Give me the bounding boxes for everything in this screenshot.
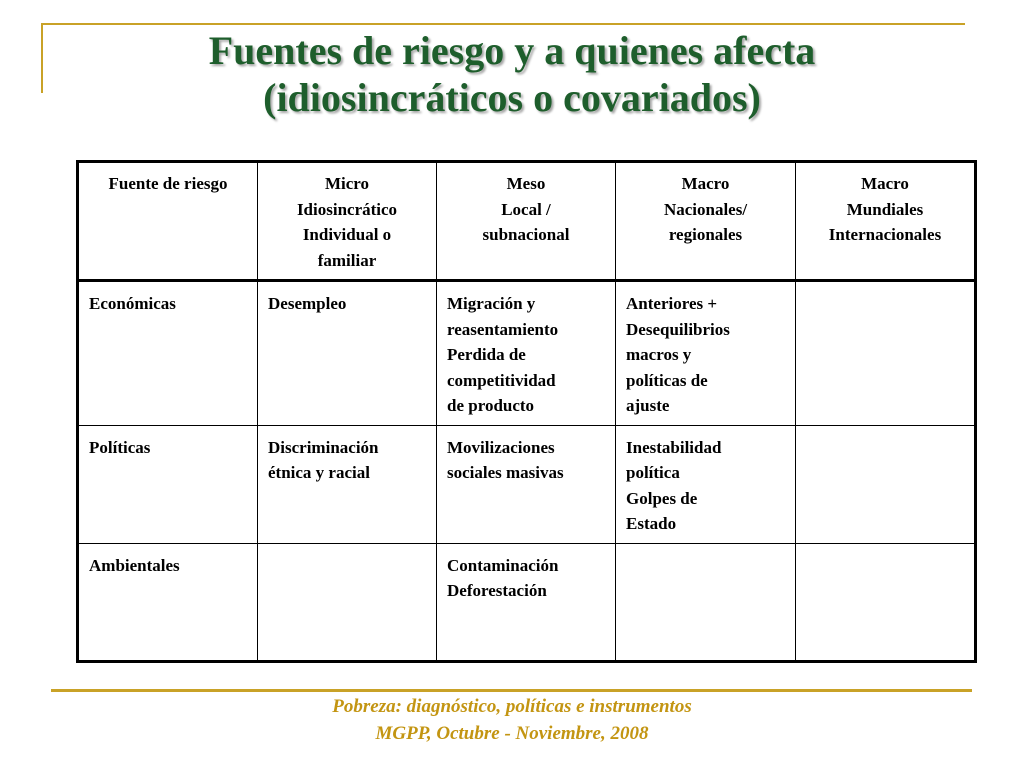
header-cell-meso xyxy=(437,162,616,281)
table-row xyxy=(78,543,976,661)
header-text: Nacionales/ xyxy=(663,199,748,219)
cell-text: Migración y xyxy=(447,294,536,313)
risk-sources-table xyxy=(76,160,977,663)
header-text: Idiosincrático xyxy=(296,199,398,219)
cell-text: Perdida de xyxy=(447,345,526,364)
row-source-cell xyxy=(78,281,258,426)
cell-text: Inestabilidad xyxy=(626,437,722,457)
footer-line-2: MGPP, Octubre - Noviembre, 2008 xyxy=(375,723,649,744)
cell-text: Golpes de xyxy=(626,488,698,508)
footer-line-1: Pobreza: diagnóstico, políticas e instrumentos xyxy=(332,696,692,717)
cell-text: ajuste xyxy=(626,396,670,415)
slide-title-line-2: (idiosincráticos o covariados) xyxy=(263,75,761,120)
macro-nacional-cell xyxy=(616,281,796,426)
cell-text: competitividad xyxy=(447,370,556,390)
header-text: Macro xyxy=(681,174,730,193)
cell-text: Movilizaciones xyxy=(447,437,555,457)
cell-text: Desempleo xyxy=(268,294,347,313)
header-cell-macro-nacional xyxy=(616,162,796,281)
header-text: familiar xyxy=(317,250,377,270)
cell-text: macros y xyxy=(626,345,692,364)
macro-nacional-cell xyxy=(616,543,796,661)
cell-text: sociales masivas xyxy=(447,463,564,482)
header-text: Macro xyxy=(861,174,909,193)
cell-text: Estado xyxy=(626,514,677,533)
meso-cell xyxy=(437,425,616,543)
header-cell-micro xyxy=(258,162,437,281)
cell-text: Anteriores + xyxy=(626,294,718,313)
bottom-decorative-rule xyxy=(51,689,972,692)
macro-mundial-cell xyxy=(796,281,976,426)
cell-text: Desequilibrios xyxy=(626,319,730,339)
cell-text: reasentamiento xyxy=(447,319,559,339)
micro-cell xyxy=(258,543,437,661)
slide-footer xyxy=(60,693,964,747)
top-decorative-rule xyxy=(43,23,965,25)
macro-mundial-cell xyxy=(796,543,976,661)
slide-title xyxy=(60,27,964,121)
micro-cell xyxy=(258,425,437,543)
row-source-cell xyxy=(78,425,258,543)
header-text: Internacionales xyxy=(828,225,942,244)
table-header-row xyxy=(78,162,976,281)
row-source-cell xyxy=(78,543,258,661)
cell-text: política xyxy=(626,463,680,482)
header-text: subnacional xyxy=(482,225,570,244)
meso-cell xyxy=(437,281,616,426)
cell-text: Políticas xyxy=(89,437,151,457)
cell-text: étnica y racial xyxy=(268,463,370,482)
cell-text: Deforestación xyxy=(447,581,547,600)
header-cell-macro-mundial xyxy=(796,162,976,281)
table-row xyxy=(78,425,976,543)
micro-cell xyxy=(258,281,437,426)
header-text: Fuente de riesgo xyxy=(108,174,228,193)
cell-text: Ambientales xyxy=(89,555,180,575)
header-text: regionales xyxy=(668,225,743,244)
header-text: Local / xyxy=(501,199,551,219)
header-text: Individual o xyxy=(302,225,392,244)
table-row xyxy=(78,281,976,426)
cell-text: Discriminación xyxy=(268,437,379,457)
macro-mundial-cell xyxy=(796,425,976,543)
slide-title-line-1: Fuentes de riesgo y a quienes afecta xyxy=(208,28,816,73)
left-decorative-rule xyxy=(41,23,43,93)
macro-nacional-cell xyxy=(616,425,796,543)
header-text: Micro xyxy=(324,174,370,193)
cell-text: Económicas xyxy=(89,294,176,313)
header-text: Meso xyxy=(506,174,546,193)
cell-text: políticas de xyxy=(626,370,708,390)
cell-text: Contaminación xyxy=(447,555,559,575)
meso-cell xyxy=(437,543,616,661)
header-cell-source xyxy=(78,162,258,281)
cell-text: de producto xyxy=(447,396,535,415)
header-text: Mundiales xyxy=(846,199,924,219)
